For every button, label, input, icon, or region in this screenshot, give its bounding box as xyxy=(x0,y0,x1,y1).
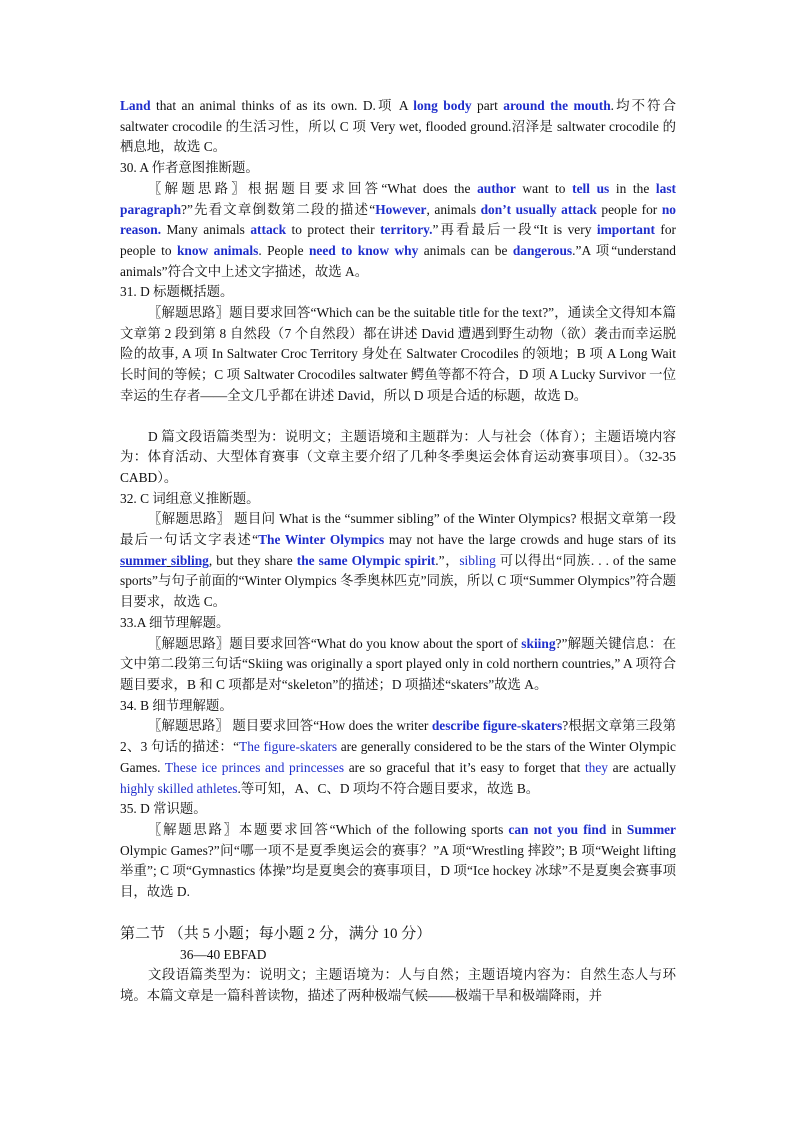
text: to protect their xyxy=(286,222,381,238)
highlight-text: long body xyxy=(413,98,472,113)
text: Olympic Games?”问“哪一项不是夏季奥运会的赛事？”A 项“Wrestling 摔跤”; B 项“Weight lifting 举重”; C 项“Gymnastics 体操”均是夏奥会的赛事项目，D 项“Ice hockey 冰球”不是夏奥会赛事项目，故选 D. xyxy=(120,842,676,900)
highlight-text: don’t usually attack xyxy=(480,201,597,217)
section-heading: 第二节 （共 5 小题；每小题 2 分，满分 10 分） xyxy=(120,925,432,942)
highlight-text: dangerous xyxy=(512,242,573,258)
question-33-heading: 33.A 细节理解题。 xyxy=(120,614,230,630)
text: ?”先看文章倒数第二段的描述“ xyxy=(181,201,376,217)
question-33-explanation xyxy=(120,634,676,696)
highlight-text: sibling xyxy=(459,552,496,568)
text: that an animal thinks of as its own. D.项 A xyxy=(150,98,414,113)
highlight-text: attack xyxy=(250,222,287,238)
highlight-text: The Winter Olympics xyxy=(258,532,385,548)
paragraph-29-continued xyxy=(120,96,676,158)
text: ?”解题关键信息：在文中第二段第三句话“Skiing was originally a sport played only in cold northern countries,” A 项符合题目要求，B 和 C 项都是对“skeleton”的描述；D 项描述“skaters”故选 A。 xyxy=(120,635,677,692)
text: . People xyxy=(258,242,309,258)
text: 〖解题思路〗题目要求回答“What do you know about the sport of xyxy=(148,635,522,651)
document-page xyxy=(120,96,676,1007)
highlight-text: The figure-skaters xyxy=(239,739,338,755)
highlight-text: tell us xyxy=(572,180,610,196)
text: .”A 项“understand animals”符合文中上述文字描述，故选 A。 xyxy=(120,242,676,279)
text: saltwater crocodile 的生活习性，所以 C 项 Very wet, flooded ground.沼泽是 saltwater crocodile xyxy=(120,118,659,134)
text: animals can be xyxy=(418,242,513,258)
text: in the xyxy=(609,180,656,196)
text: , animals xyxy=(426,201,481,217)
highlight-text: need to know why xyxy=(308,242,419,258)
passage-d-summary: D 篇文段语篇类型为：说明文；主题语境和主题群为：人与社会（体育）；主题语境内容为：体育活动、大型体育赛事（文章主要介绍了几种冬季奥运会体育运动赛事项目）。（32-35 CABD）。 xyxy=(120,428,676,485)
text: are actually xyxy=(608,759,676,775)
highlight-text: they xyxy=(584,759,608,775)
highlight-text: know animals xyxy=(176,242,259,258)
highlight-text: sibling xyxy=(170,552,209,568)
highlight-text: no reason. xyxy=(120,201,676,238)
highlight-text: important xyxy=(596,222,655,238)
text: .等可知，A、C、D 项均不符合题目要求，故选 B。 xyxy=(237,780,540,796)
text: in xyxy=(606,821,627,837)
text: are generally considered to be the stars of the Winter Olympic Games. xyxy=(120,739,676,775)
question-31-heading: 31. D 标题概括题。 xyxy=(120,284,234,300)
highlight-text: the same Olympic spirit xyxy=(296,552,436,568)
question-35-explanation xyxy=(120,820,676,903)
text: 〖解题思路〗 题目问 What is the “summer sibling” of the Winter Olympics? 根据文章第一段最后一句话文字表述“ xyxy=(120,511,676,548)
highlight-text: skiing xyxy=(521,635,556,651)
question-32-explanation xyxy=(120,509,676,613)
text: people for xyxy=(596,201,662,217)
text: want to xyxy=(515,180,573,196)
highlight-text: territory. xyxy=(380,222,433,238)
text: for people to xyxy=(120,222,676,258)
question-30-explanation xyxy=(120,179,676,283)
question-34-heading: 34. B 细节理解题。 xyxy=(120,697,233,713)
spacer xyxy=(120,407,676,427)
text: 的栖息地，故选 C。 xyxy=(120,118,676,155)
highlight-text: Summer xyxy=(626,821,676,837)
highlight-text: describe figure-skaters xyxy=(431,718,563,734)
text: ”再看最后一段“It is very xyxy=(432,222,597,238)
text: 〖解题思路〗根据题目要求回答“What does the xyxy=(148,180,478,196)
text: are so graceful that it’s easy to forget that xyxy=(344,759,585,775)
question-30-heading: 30. A 作者意图推断题。 xyxy=(120,160,259,176)
text: may not have the large crowds and huge stars of its xyxy=(384,532,676,548)
highlight-text: last paragraph xyxy=(120,180,676,217)
spacer xyxy=(120,903,676,923)
question-34-explanation xyxy=(120,716,676,799)
highlight-text: around the mouth xyxy=(503,98,611,113)
highlight-text: author xyxy=(477,180,516,196)
highlight-text: However xyxy=(375,201,427,217)
question-31-explanation: 〖解题思路〗题目要求回答“Which can be the suitable title for the text?”，通读全文得知本篇文章第 2 段到第 8 自然段（7 个自然段）都在讲述 David 遭遇到野生动物（欲）袭击而幸运脱险的故事, A 项 In Saltwater Croc Territory 身处在 Saltwater Crocodiles 的领地；B 项 A Long Wait 长时间的等候；C 项 Saltwater Crocodiles saltwater 鳄鱼等都不符合，D 项 A Lucky Survivor 一位幸运的生存者——全文几乎都在讲述 David，所以 D 项是合适的标题，故选 D。 xyxy=(120,305,676,403)
passage-intro: 文段语篇类型为：说明文；主题语境为：人与自然；主题语境内容为：自然生态人与环境。本篇文章是一篇科普读物，描述了两种极端气候——极端干旱和极端降雨，并 xyxy=(120,967,676,1004)
text: .”， xyxy=(435,552,460,568)
text: ?根据文章第三段第 2、3 句话的描述：“ xyxy=(120,718,676,755)
highlight-text: These ice princes and princesses xyxy=(164,759,345,775)
text: 〖解题思路〗本题要求回答“Which of the following sports xyxy=(148,821,509,837)
question-35-heading: 35. D 常识题。 xyxy=(120,801,207,817)
text: .均不符合 xyxy=(610,98,676,113)
highlight-text: summer xyxy=(120,552,167,568)
text: , but they share xyxy=(208,552,297,568)
text: 〖解题思路〗 题目要求回答“How does the writer xyxy=(148,718,432,734)
question-32-heading: 32. C 词组意义推断题。 xyxy=(120,490,260,506)
highlight-text: can not you find xyxy=(508,821,607,837)
text: Many animals xyxy=(161,222,251,238)
highlight-text: highly skilled athletes xyxy=(120,780,238,796)
text: 可以得出“同族. . . of the same sports”与句子前面的“Winter Olympics 冬季奥林匹克”同族，所以 C 项“Summer Olympics”符合题目要求，故选 C。 xyxy=(120,552,677,610)
answer-key: 36—40 EBFAD xyxy=(180,946,267,962)
highlight-text: Land xyxy=(120,98,151,113)
text: part xyxy=(471,98,504,113)
